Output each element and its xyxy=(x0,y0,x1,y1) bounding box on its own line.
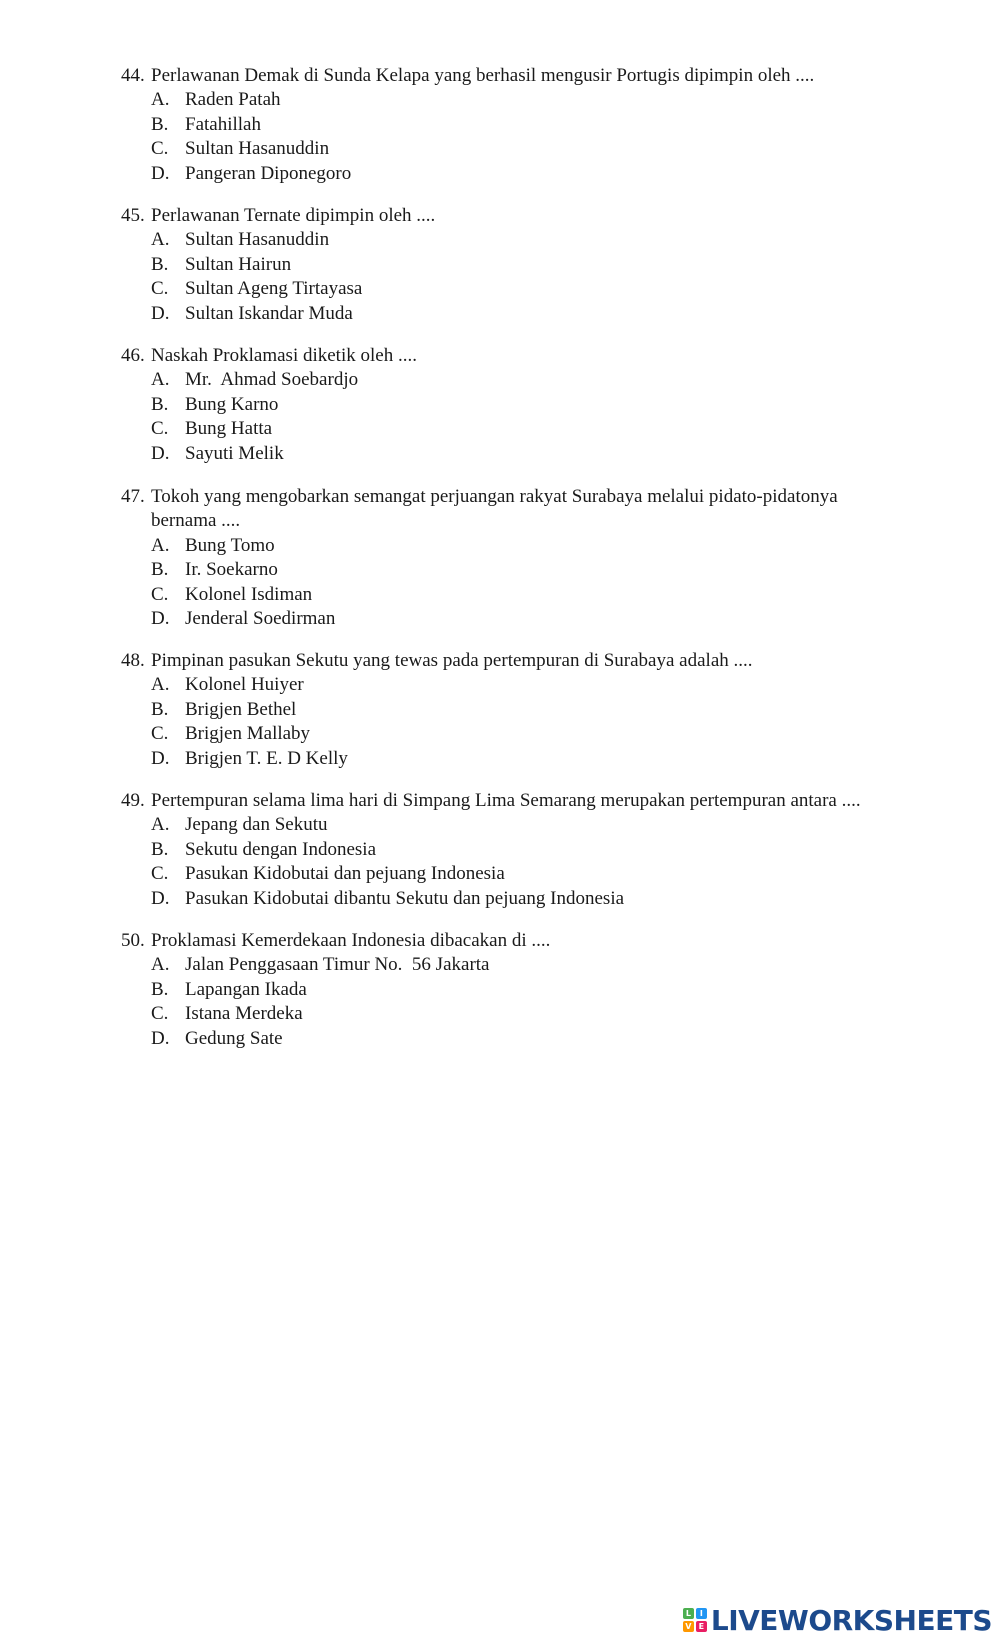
answer-option-d[interactable] xyxy=(121,442,901,466)
option-letter: D. xyxy=(151,608,170,630)
option-letter: A. xyxy=(151,229,170,251)
option-letter: C. xyxy=(151,863,169,885)
question-text: Proklamasi Kemerdekaan Indonesia dibacakan di .... xyxy=(151,930,551,951)
option-letter: C. xyxy=(151,278,169,300)
answer-option-c[interactable] xyxy=(121,722,901,746)
question-46 xyxy=(121,344,901,466)
question-stem xyxy=(121,485,901,534)
option-text: Gedung Sate xyxy=(185,1027,283,1049)
answer-option-a[interactable] xyxy=(121,953,901,977)
option-text: Brigjen Mallaby xyxy=(185,723,311,745)
option-text: Pasukan Kidobutai dan pejuang Indonesia xyxy=(185,863,505,885)
answer-option-a[interactable] xyxy=(121,228,901,252)
option-text: Jalan Penggasaan Timur No. 56 Jakarta xyxy=(185,954,490,976)
answer-option-c[interactable] xyxy=(121,583,901,607)
question-number: 49. xyxy=(121,790,145,811)
answer-option-d[interactable] xyxy=(121,747,901,771)
question-number: 44. xyxy=(121,65,145,86)
answer-options xyxy=(121,953,901,1051)
liveworksheets-watermark xyxy=(683,1603,992,1637)
question-stem xyxy=(121,64,901,88)
option-text: Bung Hatta xyxy=(185,418,273,440)
answer-option-c[interactable] xyxy=(121,862,901,886)
option-text: Pasukan Kidobutai dibantu Sekutu dan pejuang Indonesia xyxy=(185,887,625,909)
question-number: 50. xyxy=(121,930,145,951)
question-stem xyxy=(121,929,901,953)
question-45 xyxy=(121,204,901,326)
liveworksheets-logo-text: LIVEWORKSHEETS xyxy=(710,1603,992,1637)
option-letter: B. xyxy=(151,978,169,1000)
option-text: Brigjen Bethel xyxy=(185,698,297,720)
option-text: Sultan Hasanuddin xyxy=(185,138,330,160)
answer-option-b[interactable] xyxy=(121,393,901,417)
option-text: Bung Tomo xyxy=(185,534,275,556)
logo-tile: E xyxy=(696,1621,707,1632)
answer-option-b[interactable] xyxy=(121,253,901,277)
question-47 xyxy=(121,485,901,631)
option-text: Pangeran Diponegoro xyxy=(185,162,352,184)
option-letter: D. xyxy=(151,442,170,464)
answer-option-b[interactable] xyxy=(121,558,901,582)
answer-option-b[interactable] xyxy=(121,698,901,722)
option-letter: A. xyxy=(151,954,170,976)
option-letter: D. xyxy=(151,887,170,909)
question-number: 47. xyxy=(121,486,145,507)
question-text: Tokoh yang mengobarkan semangat perjuangan rakyat Surabaya melalui pidato-pidatonya bernama .... xyxy=(151,486,843,532)
option-letter: B. xyxy=(151,838,169,860)
answer-option-d[interactable] xyxy=(121,302,901,326)
answer-option-c[interactable] xyxy=(121,417,901,441)
answer-options xyxy=(121,813,901,911)
option-text: Ir. Soekarno xyxy=(185,559,278,581)
option-letter: D. xyxy=(151,747,170,769)
answer-option-a[interactable] xyxy=(121,368,901,392)
option-text: Kolonel Isdiman xyxy=(185,583,313,605)
option-text: Fatahillah xyxy=(185,113,261,135)
option-text: Bung Karno xyxy=(185,393,279,415)
answer-option-c[interactable] xyxy=(121,277,901,301)
option-text: Raden Patah xyxy=(185,89,281,111)
answer-option-d[interactable] xyxy=(121,1027,901,1051)
option-text: Kolonel Huiyer xyxy=(185,674,304,696)
option-text: Istana Merdeka xyxy=(185,1003,303,1025)
option-letter: A. xyxy=(151,674,170,696)
question-stem xyxy=(121,344,901,368)
question-number: 48. xyxy=(121,650,145,671)
option-letter: B. xyxy=(151,113,169,135)
answer-options xyxy=(121,368,901,466)
option-letter: A. xyxy=(151,369,170,391)
option-letter: C. xyxy=(151,138,169,160)
option-letter: D. xyxy=(151,1027,170,1049)
option-letter: B. xyxy=(151,393,169,415)
answer-options xyxy=(121,673,901,771)
question-44 xyxy=(121,64,901,186)
answer-options xyxy=(121,534,901,632)
option-letter: A. xyxy=(151,89,170,111)
question-stem xyxy=(121,204,901,228)
answer-option-a[interactable] xyxy=(121,673,901,697)
option-text: Jepang dan Sekutu xyxy=(185,814,328,836)
option-text: Sultan Ageng Tirtayasa xyxy=(185,278,363,300)
answer-option-b[interactable] xyxy=(121,113,901,137)
option-text: Sultan Iskandar Muda xyxy=(185,302,353,324)
option-text: Sayuti Melik xyxy=(185,442,284,464)
answer-option-a[interactable] xyxy=(121,813,901,837)
answer-option-d[interactable] xyxy=(121,607,901,631)
question-stem xyxy=(121,649,901,673)
option-letter: C. xyxy=(151,723,169,745)
answer-option-b[interactable] xyxy=(121,838,901,862)
question-number: 46. xyxy=(121,345,145,366)
option-text: Sultan Hairun xyxy=(185,253,292,275)
logo-tile: V xyxy=(683,1621,694,1632)
option-letter: B. xyxy=(151,253,169,275)
liveworksheets-logo-icon xyxy=(683,1608,707,1632)
option-letter: A. xyxy=(151,534,170,556)
option-letter: B. xyxy=(151,559,169,581)
logo-tile: I xyxy=(696,1608,707,1619)
option-letter: A. xyxy=(151,814,170,836)
logo-tile: L xyxy=(683,1608,694,1619)
option-text: Lapangan Ikada xyxy=(185,978,307,1000)
question-48 xyxy=(121,649,901,771)
question-number: 45. xyxy=(121,205,145,226)
question-text: Perlawanan Demak di Sunda Kelapa yang berhasil mengusir Portugis dipimpin oleh .... xyxy=(151,65,815,86)
option-letter: C. xyxy=(151,1003,169,1025)
question-stem xyxy=(121,789,901,813)
question-text: Perlawanan Ternate dipimpin oleh .... xyxy=(151,205,436,226)
question-text: Naskah Proklamasi diketik oleh .... xyxy=(151,345,417,366)
option-text: Mr. Ahmad Soebardjo xyxy=(185,369,359,391)
answer-option-c[interactable] xyxy=(121,137,901,161)
option-letter: D. xyxy=(151,162,170,184)
answer-option-a[interactable] xyxy=(121,534,901,558)
option-letter: C. xyxy=(151,418,169,440)
answer-option-d[interactable] xyxy=(121,162,901,186)
answer-option-a[interactable] xyxy=(121,88,901,112)
question-text: Pertempuran selama lima hari di Simpang Lima Semarang merupakan pertempuran antara .... xyxy=(151,790,861,811)
option-text: Sekutu dengan Indonesia xyxy=(185,838,377,860)
option-text: Sultan Hasanuddin xyxy=(185,229,330,251)
option-letter: B. xyxy=(151,698,169,720)
option-letter: C. xyxy=(151,583,169,605)
answer-options xyxy=(121,88,901,186)
question-text: Pimpinan pasukan Sekutu yang tewas pada pertempuran di Surabaya adalah .... xyxy=(151,650,753,671)
question-49 xyxy=(121,789,901,911)
option-text: Brigjen T. E. D Kelly xyxy=(185,747,348,769)
answer-options xyxy=(121,228,901,326)
question-50 xyxy=(121,929,901,1051)
answer-option-d[interactable] xyxy=(121,887,901,911)
answer-option-c[interactable] xyxy=(121,1002,901,1026)
option-letter: D. xyxy=(151,302,170,324)
answer-option-b[interactable] xyxy=(121,978,901,1002)
option-text: Jenderal Soedirman xyxy=(185,608,336,630)
